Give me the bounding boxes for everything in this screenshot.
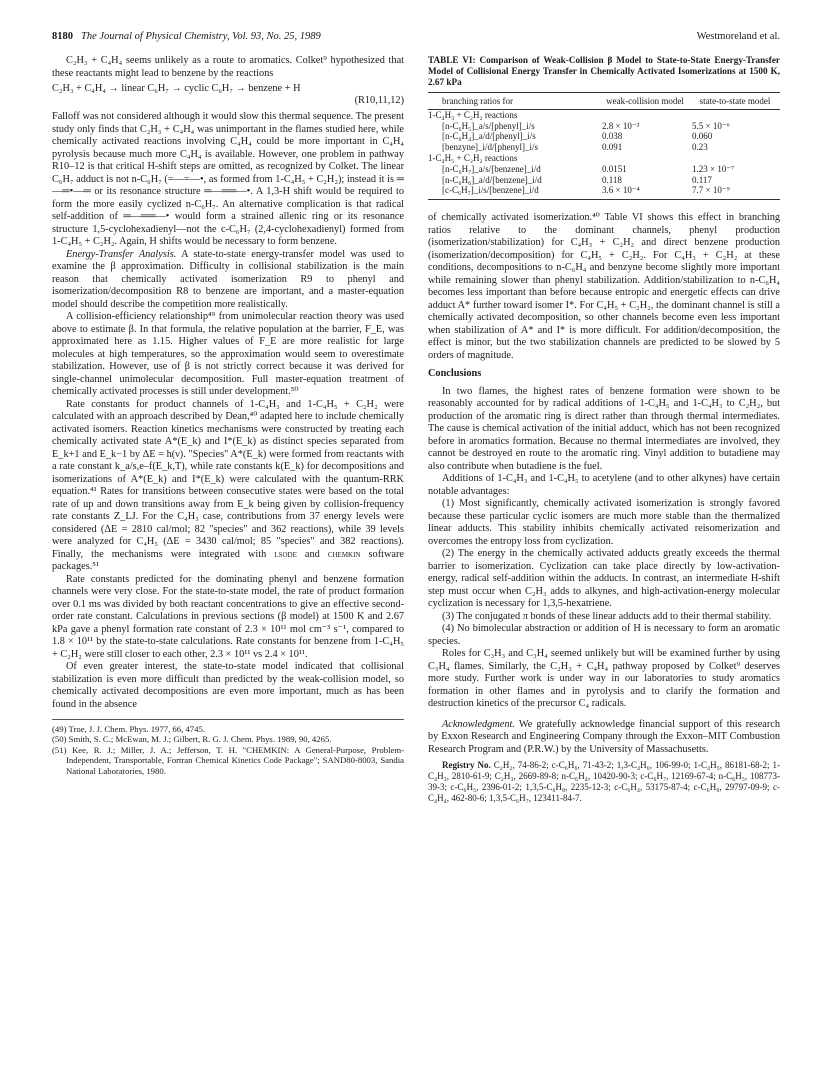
table-title: TABLE VI: Comparison of Weak-Collision β Model to State-to-State Energy-Transfer Model of Collisional Energy Transfer in Chemically Activated Isomerizations at 1500 K, 2.67 kPa [428,55,780,87]
table-row [428,131,780,142]
footnote-references [52,719,404,776]
col-header-branching: branching ratios for [428,96,600,109]
equation-text: C₂H₃ + C₄H₄ → linear C₆H₇ → cyclic C₆H₇ → benzene + H [52,83,301,94]
energy-transfer-text: A state-to-state energy-transfer model was used to examine the β approximation. Difficulty in collisional stabilization is the main reason that chemically activated isomerization R9 to phenyl and isomerization/decomposition R8 to benzene are important, and a master-equation model should describe the competition more realistically. [52,248,404,310]
equation-number: (R10,11,12) [354,95,404,106]
lsode-name: lsode [274,549,297,560]
acknowledgment-label: Acknowledgment. [442,718,515,730]
weak-value: 0.118 [602,174,622,185]
branching-ratio-table [428,92,780,200]
paragraph-advantage-4: (4) No bimolecular abstraction or addition of H is necessary to form an aromatic species. [428,623,780,647]
weak-value: 2.8 × 10⁻³ [602,120,640,131]
paragraph-acknowledgment [428,719,780,757]
header-authors: Westmoreland et al. [696,31,780,42]
chemkin-name: chemkin [327,549,361,560]
left-column [52,55,404,1065]
table-group-row [428,109,780,120]
header-left [52,30,321,44]
paragraph-collision-efficiency: A collision-efficiency relationship⁴⁹ from unimolecular reaction theory was used above to estimate β. In that formula, the relative population at the barrier, F_E, was approximated here as 1.15. Higher values of F_E are more realistic for large molecules at high temperatures, so the approximation would seem to overestimate stabilization. However, use of β is not strictly correct because it was derived for single-channel unimolecular decomposition. Full master-equation treatment of chemically activated processes is still under development.⁵⁰ [52,311,404,397]
paragraph-phenyl-benzene: Rate constants predicted for the dominating phenyl and benzene formation channels were very close. For the state-to-state model, the rate of product formation over 0.1 ms was divided by both reactant concentrations to give an effective second-order rate constant. Calculations in previous sections (β model) at 1500 K and 2.67 kPa gave a phenyl formation rate constant of 2.3 × 10¹¹ mol cm⁻³ s⁻¹, compared to 1.8 × 10¹¹ by the state-to-state calculations. Rate constants for benzene from 1-C₄H₅ + C₂H₂ were still closer to each other, 2.3 × 10¹¹ vs 2.4 × 10¹¹. [52,573,404,660]
paragraph-table-discussion: of chemically activated isomerization.⁴⁰ Table VI shows this effect in branching ratios relative to the dominant channels, phenyl production (isomerization/stabilization) for C₄H₃ + C₂H₂ and direct benzene production (isomerization/decomposition) for C₄H₅ + C₂H₂. For C₄H₃ + C₂H₂ at these conditions, decompositions to n-C₆H₄ and benzyne become slightly more important while remaining slower than phenyl stabilization. Addition/stabilization to n-C₆H₄ becomes less important than before because entropic and energetic effects can drive adduct A* further toward isomer I*. For C₄H₅ + C₂H₂, the dominant channel is still a chemically activated decomposition, so other channels become even less important when stabilization of A* and I* is more difficult. For addition/decomposition, the effect is minor, but the two stabilization channels are predicted to be slowed by 5 orders of magnitude. [428,212,780,361]
table-row [428,164,780,175]
row-label: [n-C₆H₅]_a/s/[phenyl]_i/s [442,120,535,131]
rate-constants-text-b: and [296,548,328,560]
table-group-row [428,153,780,164]
reaction-equation [52,83,404,109]
section-heading-conclusions: Conclusions [428,368,482,380]
paragraph-rate-constants [52,399,404,574]
row-label: [n-C₆H₄]_a/d/[phenyl]_i/s [442,131,536,142]
right-column [428,55,780,1065]
weak-value: 3.6 × 10⁻⁴ [600,185,690,199]
acknowledgment-text: We gratefully acknowledge financial support of this research by Exxon Research and Engineering Company through the Exxon–MIT Combustion Research Program and (P.R.W.) by the University of Massachusetts. [428,718,780,755]
table-row [428,185,780,199]
page-number: 8180 [52,31,73,42]
table-row [428,175,780,186]
weak-value: 0.091 [602,142,623,153]
paragraph-energy-transfer [52,249,404,312]
table-row [428,121,780,132]
paragraph-advantage-2: (2) The energy in the chemically activated adducts greatly exceeds the thermal barrier to isomerization. Cyclization can take place directly by low-activation-energy, radical self-addition within the adducts. In contrast, an intermediate H-shift step must occur when C₂H₃ adds to alkynes, and high-activation-energy molecular cyclization is necessary for 1,3,5-hexatriene. [428,548,780,610]
subhead-energy-transfer: Energy-Transfer Analysis. [66,248,177,260]
state-value: 5.5 × 10⁻⁶ [692,120,730,131]
state-value: 7.7 × 10⁻⁹ [690,185,780,199]
table-vi [428,55,780,200]
state-value: 1.23 × 10⁻⁷ [692,163,735,174]
paragraph-registry [428,760,780,804]
page-header [52,30,780,46]
paragraph-conclusions-1: In two flames, the highest rates of benzene formation were shown to be reasonably accounted for by radical additions of 1-C₄H₅ and 1-C₄H₃ to C₂H₂, but production of the aromatic ring is direct rather than through thermal intermediates. The cause is chemical activation of the initial adduct, which has not been recognized before in aromatics formation. Because no thermal intermediates are involved, they cannot be destroyed en route to the aromatic ring. Vinyl addition to butadiene may also contribute when butadiene is the fuel. [428,385,780,472]
registry-label: Registry No. [442,760,491,771]
paragraph-greater-interest: Of even greater interest, the state-to-state model indicated that collisional stabilization is even more difficult than predicted by the weak-collision model, so chemically activated decompositions are even more important, much as has been found in the absence [52,661,404,710]
row-label: [n-C₆H₇]_a/s/[benzene]_i/d [442,163,541,174]
paragraph-advantage-3: (3) The conjugated π bonds of these linear adducts add to their thermal stability. [442,610,772,622]
registry-text: C₂H₂, 74-86-2; c-C₆H₆, 71-43-2; 1,3-C₄H₆, 106-99-0; 1-C₄H₅, 86181-68-2; 1-C₄H₃, 2810-61-9; C₂H₃, 2669-89-8; n-C₆H₄, 10420-90-3; c-C₆H₇, 12169-67-4; n-C₆H₅, 108773-39-3; c-C₆H₅, 2396-01-2; 1,3,5-C₆H₈, 2235-12-3; c-C₆H₄, 53175-87-4; c-C₆H₈, 29797-09-9; c-C₄H₄, 462-80-6; 1,3,5-C₆H₇, 123411-84-7. [428,760,780,804]
paragraph-conclusions-2: Additions of 1-C₄H₃ and 1-C₄H₅ to acetylene (and to other alkynes) have certain notable advantages: [428,473,780,497]
state-value: 0.060 [692,131,713,142]
reference-49: (49) Troe, J. J. Chem. Phys. 1977, 66, 4745. [52,724,206,734]
paragraph-colket: C₂H₃ + C₄H₄ seems unlikely as a route to aromatics. Colket⁹ hypothesized that these reactants might lead to benzene by the reactions [52,55,404,79]
rate-constants-text-a: Rate constants for product channels of 1-C₄H₃ and 1-C₄H₅ + C₂H₂ were calculated with an approach described by Dean,⁴⁰ adapted here to include chemically activated isomers. Reaction kinetics mechanisms were constructed by treating each chemically activated state A*(E_k) and I*(E_k) as distinct species separated from E_k+1 and E_k−1 by ΔE = h(ν). "Species" A*(E_k) were formed from reactants with a rate constant k_a/s,e–f(E_k,T), while rate constants k(E_k) for decompositions and isomerizations of A*(E_k) and I*(E_k) were calculated with the quantum-RRK equation.⁴¹ Rates for transitions between consecutive states were based on the total rate of up and down transitions away from E_k being given by collision-frequency rate constants Z_LJ. For the C₄H₃ case, contributions from 37 energy levels were considered (ΔE = 2810 cal/mol; 82 "species" and 362 reactions), while 39 levels were analyzed for C₄H₅ (ΔE = 3430 cal/mol; 85 "species" and 382 reactions). Finally, the mechanisms were integrated with [52,398,404,560]
row-label: [c-C₆H₇]_i/s/[benzene]_i/d [428,185,600,199]
paragraph-advantage-1: (1) Most significantly, chemically activated isomerization is strongly favored because these particular cyclic isomers are much more stable than the thermalized linear adducts. This stability inhibits chemically activated reisomerization and overcomes the entropy loss from cyclization. [428,498,780,547]
reference-50: (50) Smith, S. C.; McEwan, M. J.; Gilbert, R. G. J. Chem. Phys. 1989, 90, 4265. [52,734,332,745]
state-value: 0.117 [692,174,712,185]
state-value: 0.23 [692,142,708,153]
group-label: 1-C₄H₃ + C₂H₂ reactions [428,109,518,120]
col-header-state: state-to-state model [690,96,780,109]
paragraph-future-work: Roles for C₃H₃ and C₃H₄ seemed unlikely but will be examined further by using C₃H₄ flames. Similarly, the C₂H₃ + C₄H₄ pathway proposed by Colket⁹ deserves more study. Further work is under way in our laboratories to study aromatics formation in other flames and in pyrolysis and to clarify the formation and destruction kinetics of the precursor C₄ radicals. [428,648,780,710]
row-label: [benzyne]_i/d/[phenyl]_i/s [442,142,538,153]
col-header-weak: weak-collision model [600,96,690,109]
rate-constants-text-c: software packages.⁵¹ [52,548,404,572]
row-label: [n-C₆H₆]_a/d/[benzene]_i/d [442,174,542,185]
journal-citation: The Journal of Physical Chemistry, Vol. 93, No. 25, 1989 [81,31,321,42]
weak-value: 0.038 [602,131,623,142]
reference-51: (51) Kee, R. J.; Miller, J. A.; Jefferson, T. H. "CHEMKIN: A General-Purpose, Problem-Independent, Transportable, Fortran Chemical Kinetics Code Package"; SAND80-8003, Sandia National Laboratories, 1980. [52,744,404,776]
paragraph-falloff: Falloff was not considered although it would slow this thermal sequence. The present study only finds that C₂H₃ + C₄H₄ was unimportant in the flames studied here, while chemically activated reactions involving C₄H₄ could be more important in C₄H₄ pyrolysis because much more C₄H₄ is available. However, one problem in pathway R10–12 is that critical H-shift steps are omitted, as recognized by Colket. The linear C₆H₇ adduct is not n-C₆H₇ (=—=—•, as formed from 1-C₄H₅ + C₂H₂); instead it is ═—═•—═ or its resonance structure ═—══—•. A 1,3-H shift would be required to form the more easily cyclized n-C₆H₇. An alternative complication is that radical self-addition of ═—══—• would form a strained allenic ring or its resonance structure 1,5-cyclohexadienyl—not the c-C₆H₇ (2,4-cyclohexadienyl) formed from 1-C₄H₅ + C₂H₂. Again, H shifts would be necessary to form benzene. [52,111,404,247]
table-row [428,142,780,153]
group-label: 1-C₄H₅ + C₂H₂ reactions [428,152,518,163]
weak-value: 0.0151 [602,163,627,174]
